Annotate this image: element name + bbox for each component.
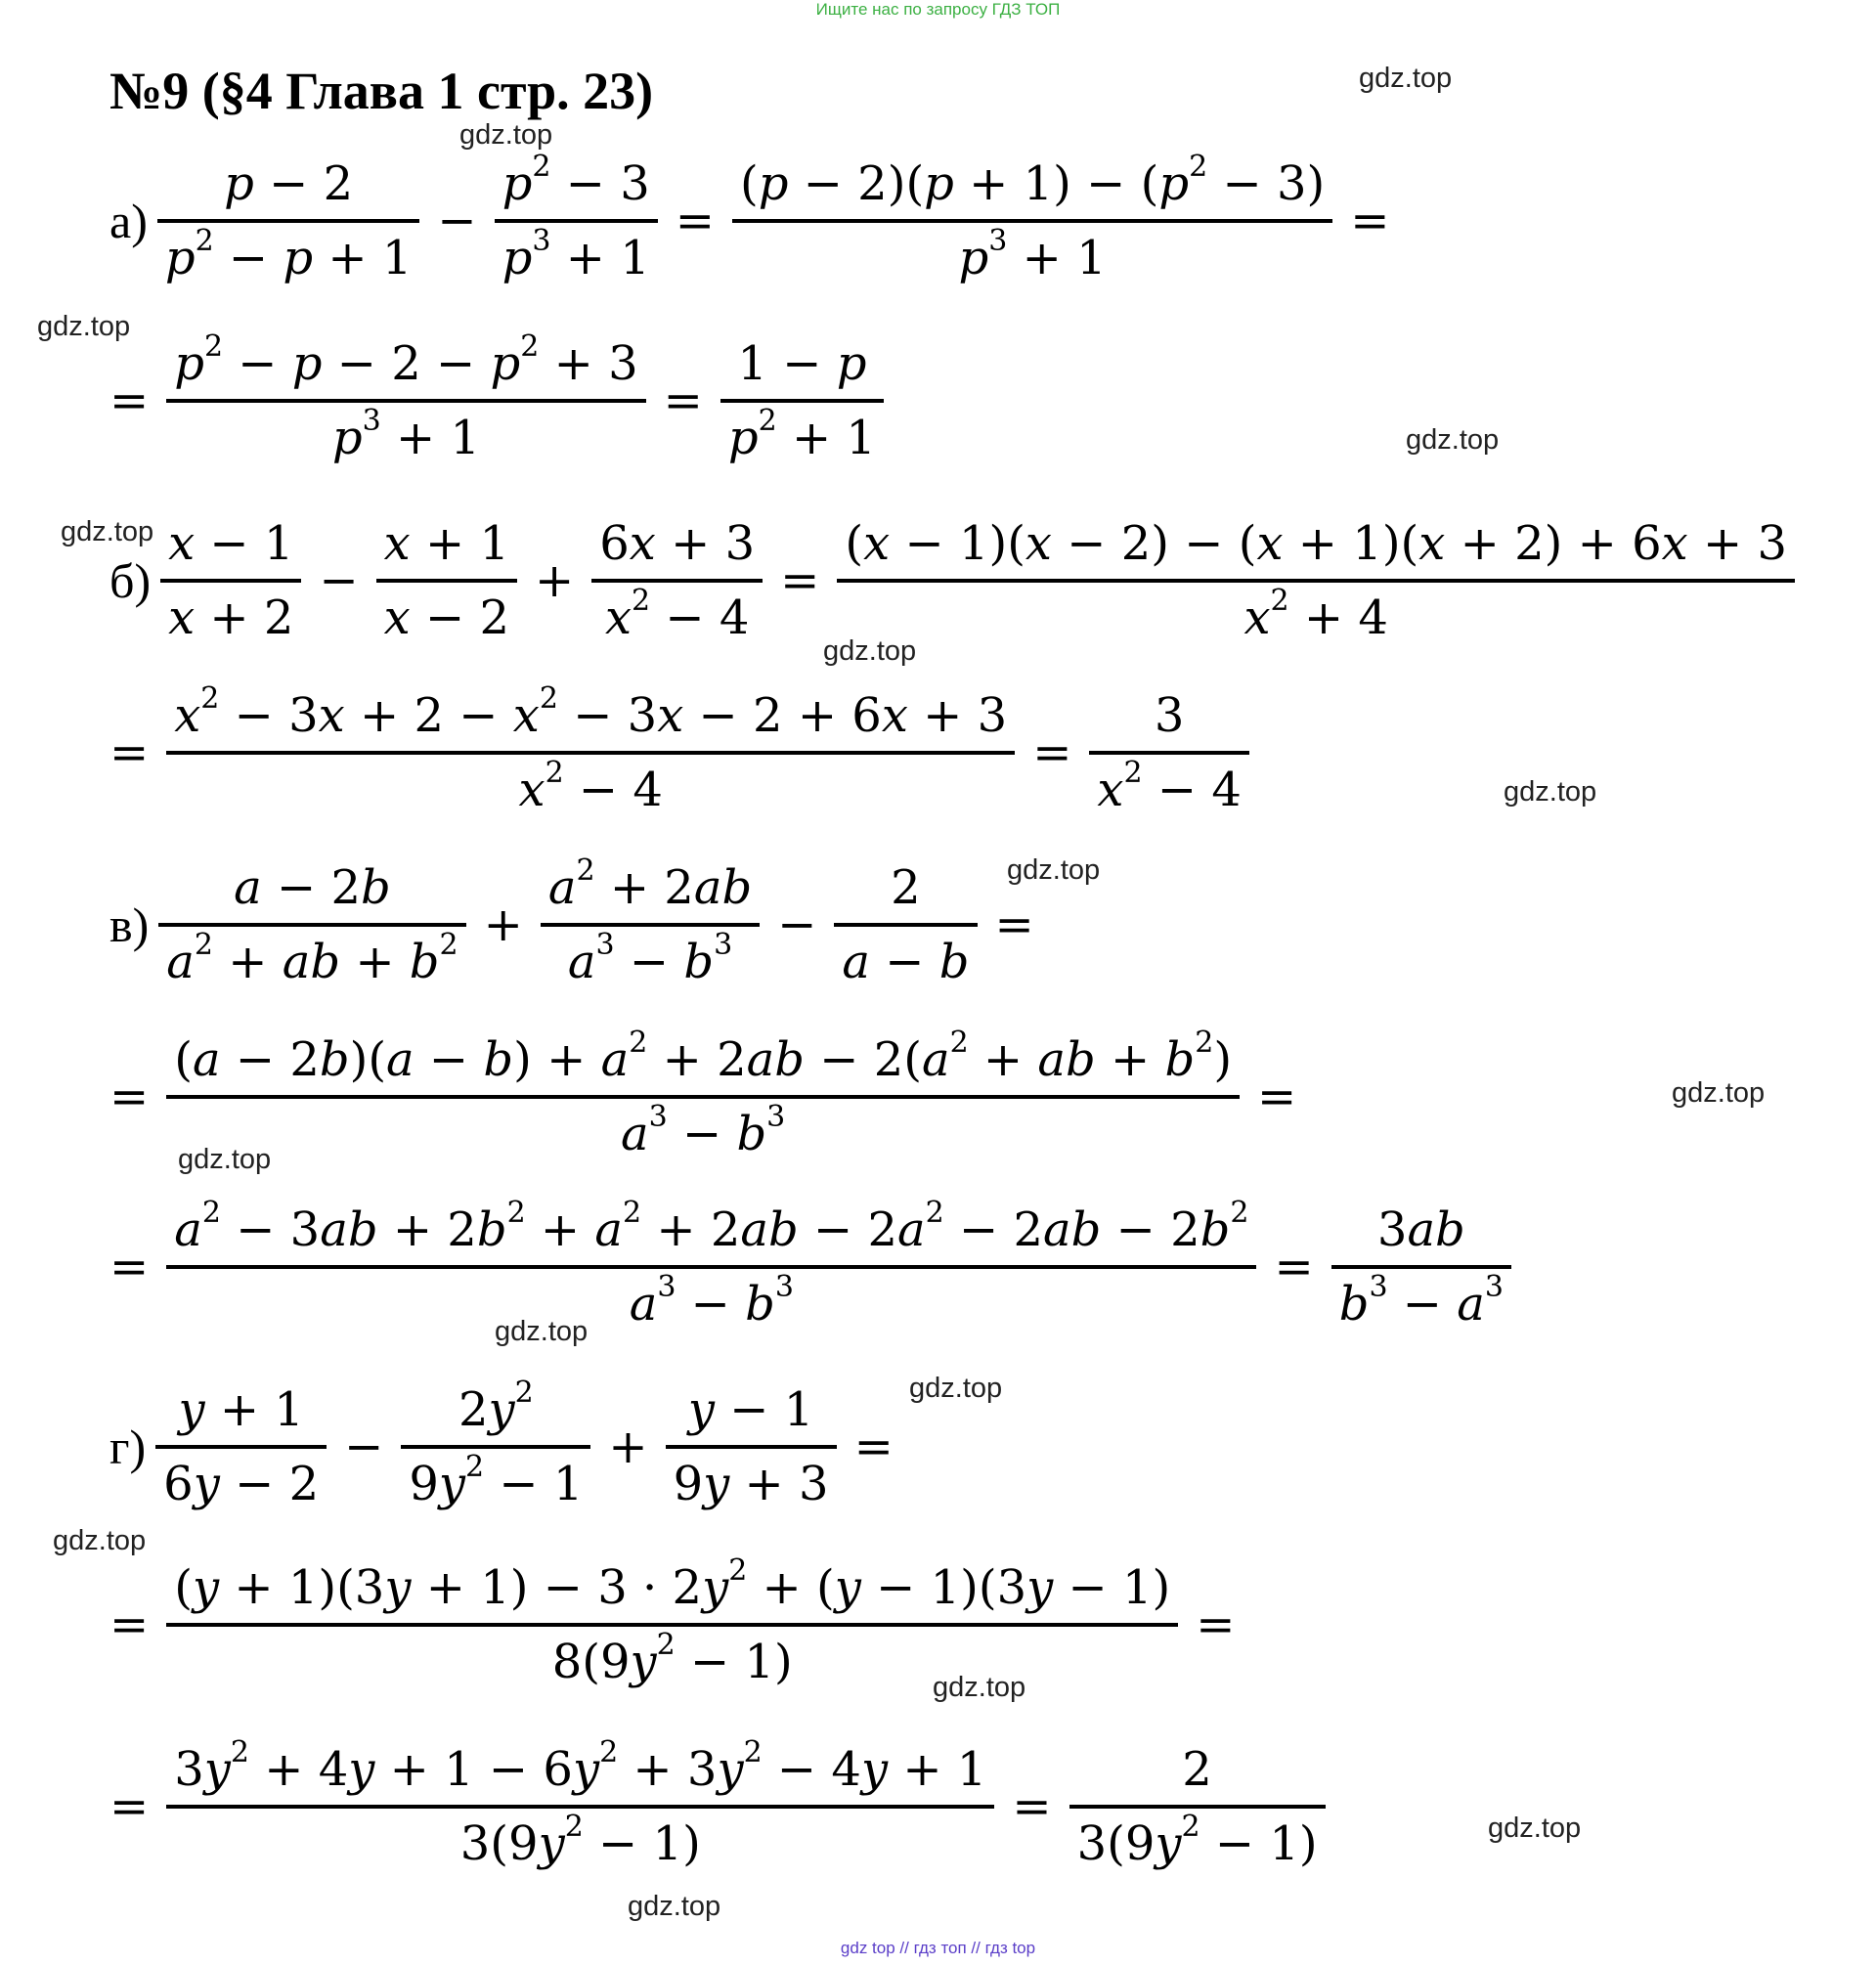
equation-g-line-1: г) $\frac{y + 1}{6y - 2}$ − $\frac{2y^2}{9y^2 - 1}$ + $\frac{y - 1}{9y + 3}$ = xyxy=(109,1376,894,1511)
equation-v-line-1: в) $\frac{a - 2b}{a^2 + ab + b^2}$ + $\frac{a^2 + 2ab}{a^3 - b^3}$ − $\frac{2}{a - b}$ = xyxy=(109,853,1034,989)
watermark: gdz.top xyxy=(459,119,553,151)
label-g: г) xyxy=(109,1420,147,1474)
watermark: gdz.top xyxy=(823,635,917,667)
equation-a-line-2: = $\frac{p^2 - p - 2 - p^2 + 3}{p^3 + 1}$ = $\frac{1 - p}{p^2 + 1}$ xyxy=(109,336,888,465)
watermark: gdz.top xyxy=(1504,776,1597,808)
top-banner: Ищите нас по запросу ГДЗ ТОП xyxy=(815,0,1061,19)
page-title: №9 (§4 Глава 1 стр. 23) xyxy=(109,62,654,120)
equation-g-line-2: = $\frac{(y + 1)(3y + 1) - 3 \cdot 2y^2 + (y - 1)(3y - 1)}{8(9y^2 - 1)}$ = xyxy=(109,1553,1236,1689)
equation-b-line-2: = $\frac{x^2 - 3x + 2 - x^2 - 3x - 2 + 6x + 3}{x^2 - 4}$ = $\frac{3}{x^2 - 4}$ xyxy=(109,688,1253,817)
equation-v-line-3: = $\frac{a^2 - 3ab + 2b^2 + a^2 + 2ab - 2a^2 - 2ab - 2b^2}{a^3 - b^3}$ = $\frac{3ab}{b^3 - a^3}$ xyxy=(109,1202,1515,1332)
watermark: gdz.top xyxy=(1488,1813,1582,1844)
equation-b-line-1: б) $\frac{x - 1}{x + 2}$ − $\frac{x + 1}{x - 2}$ + $\frac{6x + 3}{x^2 - 4}$ = $\frac{(x - 1)(x - 2) - (x + 1)(x + 2) + 6x + 3}{x^2 + 4}$ xyxy=(109,516,1799,645)
watermark: gdz.top xyxy=(53,1525,147,1556)
watermark: gdz.top xyxy=(1406,424,1500,456)
watermark: gdz.top xyxy=(37,311,131,342)
watermark: gdz.top xyxy=(933,1672,1026,1703)
watermark: gdz.top xyxy=(1007,854,1101,886)
watermark: gdz.top xyxy=(61,516,154,547)
label-v: в) xyxy=(109,897,150,952)
watermark: gdz.top xyxy=(628,1891,721,1922)
watermark: gdz.top xyxy=(1359,63,1453,94)
watermark: gdz.top xyxy=(495,1316,589,1347)
equation-g-line-3: = $\frac{3y^2 + 4y + 1 - 6y^2 + 3y^2 - 4y + 1}{3(9y^2 - 1)}$ = $\frac{2}{3(9y^2 - 1)}$ xyxy=(109,1742,1330,1871)
watermark: gdz.top xyxy=(1672,1077,1766,1109)
equation-a-line-1: а) $\frac{p - 2}{p^2 - p + 1}$ − $\frac{p^2 - 3}{p^3 + 1}$ = $\frac{(p - 2)(p + 1) - (p^2 - 3)}{p^3 + 1}$ = xyxy=(109,150,1390,285)
watermark: gdz.top xyxy=(909,1373,1003,1404)
watermark: gdz.top xyxy=(178,1144,272,1175)
bottom-banner: gdz top // гдз топ // гдз top xyxy=(840,1939,1036,1957)
label-a: а) xyxy=(109,194,148,248)
label-b: б) xyxy=(109,553,152,608)
equation-v-line-2: = $\frac{(a - 2b)(a - b) + a^2 + 2ab - 2(a^2 + ab + b^2)}{a^3 - b^3}$ = xyxy=(109,1026,1297,1161)
